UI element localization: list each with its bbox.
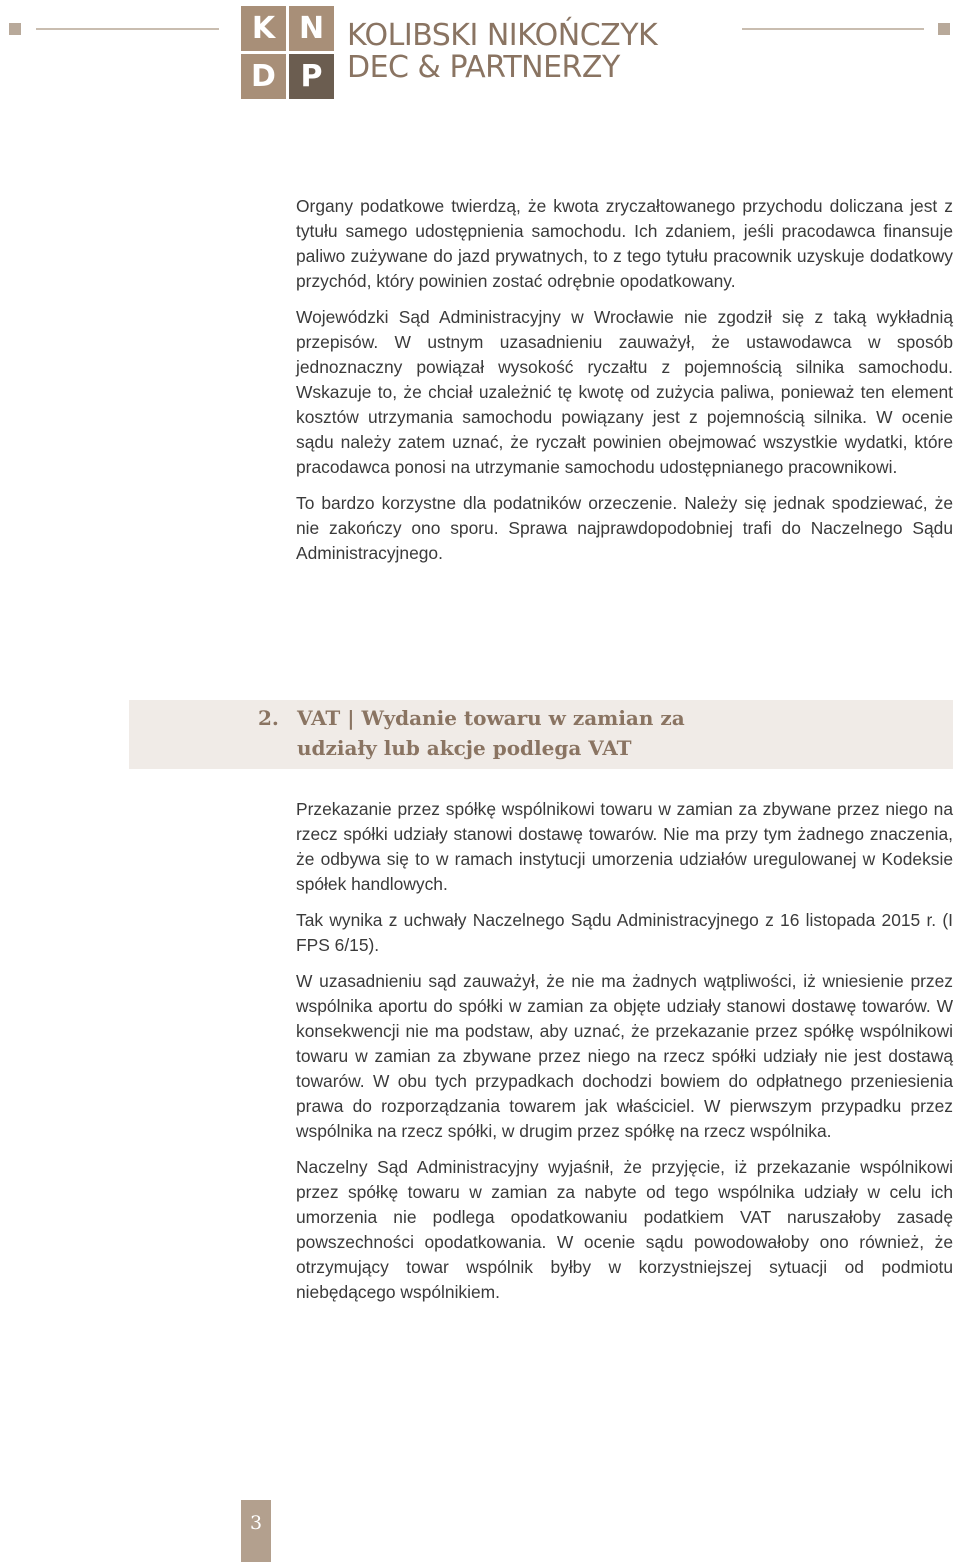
firm-name-line1: KOLIBSKI NIKOŃCZYK: [347, 18, 658, 53]
section-number: 2.: [258, 706, 279, 730]
header-square-right: [938, 23, 950, 35]
paragraph: To bardzo korzystne dla podatników orzeczenie. Należy się jednak spodziewać, że nie zakończy ono sporu. Sprawa najprawdopodobniej trafi do Naczelnego Sądu Administracyjnego.: [296, 493, 953, 563]
paragraph: Naczelny Sąd Administracyjny wyjaśnił, że przyjęcie, iż przekazanie wspólnikowi przez spółkę towaru w zamian za nabyte od tego wspólnika udziały w celu ich umorzenia nie podlega opodatkowaniu podatkiem VAT naruszałoby zasadę powszechności opodatkowania. W ocenie sądu powodowałoby ono również, że otrzymujący towar wspólnik byłby w korzystniejszej sytuacji od podmiotu niebędącego wspólnikiem.: [296, 1157, 953, 1302]
paragraph: Tak wynika z uchwały Naczelnego Sądu Administracyjnego z 16 listopada 2015 r. (I FPS 6/15).: [296, 910, 953, 955]
firm-logo: [241, 6, 334, 100]
paragraph: Organy podatkowe twierdzą, że kwota zryczałtowanego przychodu doliczana jest z tytułu samego udostępnienia samochodu. Ich zdaniem, jeśli pracodawca finansuje paliwo zużywane do jazd prywatnych, to z tego tytułu pracownik uzyskuje dodatkowy przychód, który powinien zostać odrębnie opodatkowany.: [296, 196, 953, 291]
paragraph: Wojewódzki Sąd Administracyjny w Wrocławie nie zgodził się z taką wykładnią przepisów. W ustnym uzasadnieniu zauważył, że ustawodawca w sposób jednoznaczny powiązał wysokość ryczałtu z pojemnością silnika samochodu. Wskazuje to, że chciał uzależnić tę kwotę od zużycia paliwa, ponieważ ten element kosztów utrzymania samochodu powiązany jest z pojemnością silnika. W ocenie sądu należy zatem uznać, że ryczałt powinien obejmować wszystkie wydatki, które pracodawca ponosi na utrzymanie samochodu udostępnianego pracownikowi.: [296, 307, 953, 477]
page-number: 3: [241, 1500, 271, 1562]
section-title: VAT | Wydanie towaru w zamian za udziały lub akcje podlega VAT: [297, 706, 685, 760]
header-rule-left: [36, 28, 219, 30]
firm-name-line2: DEC & PARTNERZY: [347, 50, 620, 85]
body-text-bottom: [296, 797, 953, 1316]
logo-tile-n: N: [289, 6, 334, 51]
logo-tile-d: D: [241, 54, 286, 99]
logo-tile-p: P: [289, 54, 334, 99]
header-rule-right: [742, 28, 924, 30]
body-text-top: [296, 194, 953, 577]
paragraph: Przekazanie przez spółkę wspólnikowi towaru w zamian za zbywane przez niego na rzecz spółki udziały stanowi dostawę towarów. Nie ma przy tym żadnego znaczenia, że odbywa się to w ramach instytucji umorzenia udziałów uregulowanej w Kodeksie spółek handlowych.: [296, 799, 953, 894]
logo-tile-k: K: [241, 6, 286, 51]
paragraph: W uzasadnieniu sąd zauważył, że nie ma żadnych wątpliwości, iż wniesienie przez wspólnika aportu do spółki w zamian za objęte udziały stanowi dostawę towarów. W konsekwencji nie ma podstaw, aby uznać, że przekazanie przez spółkę wspólnikowi towaru w zamian za zbywane przez niego na rzecz spółki udziały nie jest dostawą towarów. W obu tych przypadkach dochodzi bowiem do odpłatnego przeniesienia prawa do rozporządzania towarem jak właściciel. W pierwszym przypadku przez wspólnika na rzecz spółki, w drugim przez spółkę na rzecz wspólnika.: [296, 971, 953, 1141]
header-square-left: [9, 23, 21, 35]
firm-name: [347, 20, 657, 84]
